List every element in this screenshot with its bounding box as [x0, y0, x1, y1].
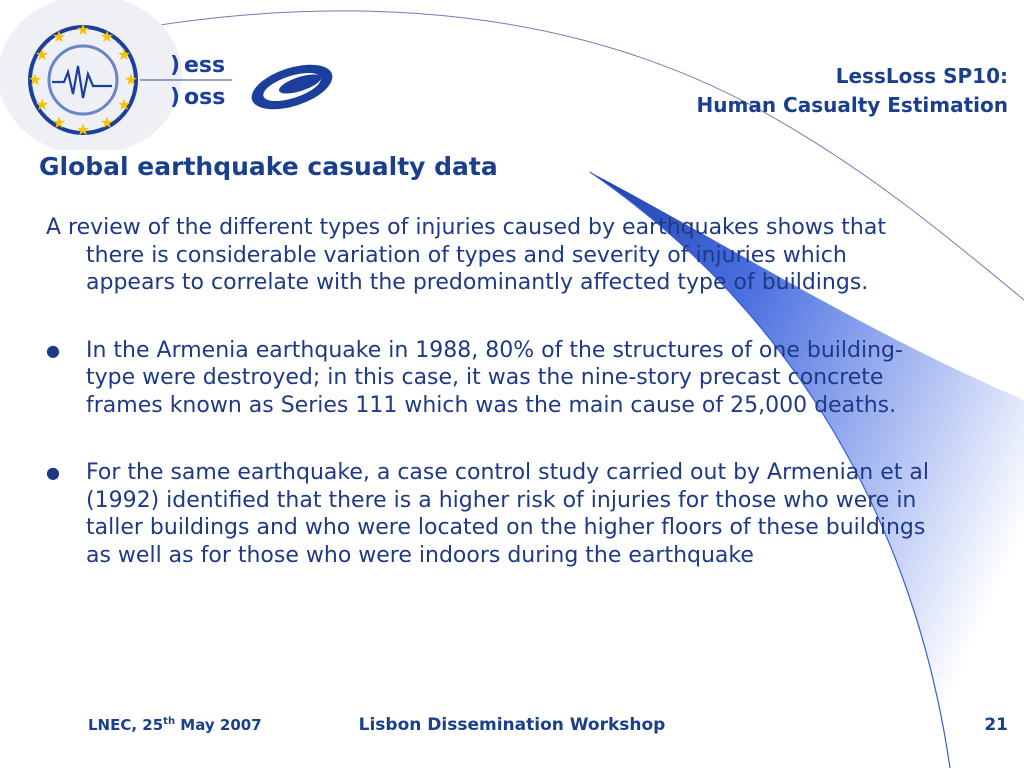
- svg-text:): ): [170, 53, 181, 78]
- page-number: 21: [984, 715, 1008, 735]
- svg-text:★: ★: [116, 95, 132, 114]
- svg-text:): ): [170, 85, 181, 110]
- svg-text:★: ★: [51, 113, 67, 132]
- svg-text:★: ★: [27, 70, 43, 89]
- fp6-logo: [246, 56, 338, 118]
- footer-event: Lisbon Dissemination Workshop: [358, 715, 666, 735]
- bullet-icon: ●: [46, 340, 60, 360]
- svg-text:★: ★: [99, 27, 115, 46]
- bullet-text: For the same earthquake, a case control study carried out by Armenian et al (1992) identified that there is a higher risk of injuries for those who were in taller buildings and who were located on the higher floors of these buildings as well as for those who were indoors during the earthquake: [86, 460, 929, 568]
- svg-text:★: ★: [123, 70, 139, 89]
- intro-paragraph: A review of the different types of injuries caused by earthquakes shows that there is considerable variation of types and severity of injuries which appears to correlate with the predominantly affected type of buildings.: [46, 215, 886, 295]
- presentation-title: [697, 62, 1008, 120]
- svg-text:oss: oss: [184, 85, 226, 110]
- bullet-text: In the Armenia earthquake in 1988, 80% of the structures of one building-type were destroyed; in this case, it was the nine-story precast concrete frames known as Series 111 which was the main cause of 25,000 deaths.: [86, 337, 903, 418]
- footer-venue-date: LNEC, 25th May 2007: [88, 716, 262, 734]
- bullet-item: [46, 459, 936, 569]
- presentation-title-line2: Human Casualty Estimation: [696, 93, 1008, 117]
- svg-text:★: ★: [75, 120, 91, 139]
- svg-text:★: ★: [75, 20, 91, 39]
- svg-text:★: ★: [34, 45, 50, 64]
- presentation-title-line1: LessLoss SP10:: [835, 64, 1008, 88]
- bullet-list: [46, 337, 936, 570]
- slide-body: [46, 214, 936, 569]
- lessloss-logo: [0, 0, 360, 150]
- svg-text:★: ★: [99, 113, 115, 132]
- svg-text:★: ★: [34, 95, 50, 114]
- bullet-item: [46, 337, 936, 420]
- svg-text:★: ★: [51, 27, 67, 46]
- svg-text:★: ★: [116, 45, 132, 64]
- svg-text:ess: ess: [184, 53, 226, 78]
- slide-title: Global earthquake casualty data: [39, 152, 498, 181]
- bullet-icon: ●: [46, 463, 60, 482]
